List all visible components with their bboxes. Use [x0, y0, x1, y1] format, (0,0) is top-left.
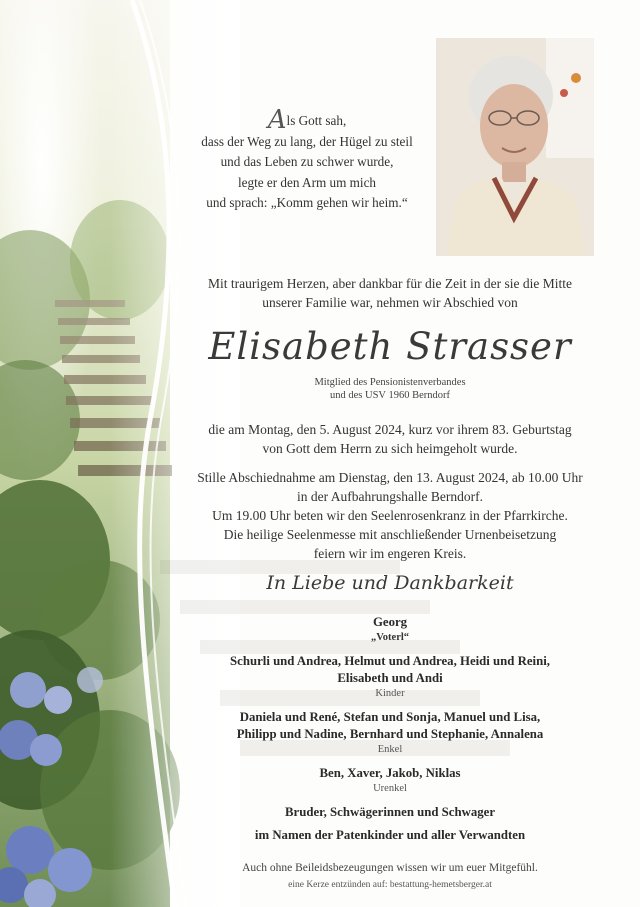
footer-candle-link[interactable]: eine Kerze entzünden auf: bestattung-hemetsberger.at: [288, 880, 492, 890]
death-notice: die am Montag, den 5. August 2024, kurz vor ihrem 83. Geburtstag von Gott dem Herrn zu sich heimgeholt wurde.: [208, 422, 572, 456]
poem-line: legte er den Arm um mich: [237, 174, 377, 190]
service-details: Stille Abschiednahme am Dienstag, den 13. August 2024, ab 10.00 Uhr in der Aufbahrungshalle Berndorf. Um 19.00 Uhr beten wir den Seelenrosenkranz in der Pfarrkirche. Die heilige Seelenmesse mit anschließender Urnenbeisetzung feiern wir im engeren Kreis.: [197, 470, 583, 561]
portrait-photo: [436, 38, 594, 256]
poem-line: dass der Weg zu lang, der Hügel zu steil: [201, 133, 413, 149]
mourner-group: Schurli und Andrea, Helmut und Andrea, Heidi und Reini, Elisabeth und Andi Kinder: [230, 654, 550, 699]
closing-phrase: In Liebe und Dankbarkeit: [266, 572, 514, 594]
mourner-group: Ben, Xaver, Jakob, Niklas Urenkel: [319, 766, 461, 794]
mourner-group: im Namen der Patenkinder und aller Verwandten: [254, 828, 526, 842]
poem-dropcap: A: [267, 105, 287, 135]
poem-line: und sprach: „Komm gehen wir heim.“: [206, 195, 408, 210]
mourner-group: Georg „Voterl“: [370, 615, 410, 643]
mourner-group: Bruder, Schwägerinnen und Schwager: [285, 805, 495, 819]
membership-note: Mitglied des Pensionistenverbandes und des USV 1960 Berndorf: [314, 377, 466, 401]
poem: [182, 105, 432, 214]
poem-first-line: ls Gott sah,: [286, 113, 347, 128]
footer-note: Auch ohne Beileidsbezeugungen wissen wir um euer Mitgefühl.: [242, 862, 538, 874]
mourner-group: Daniela und René, Stefan und Sonja, Manuel und Lisa, Philipp und Nadine, Bernhard und Stephanie, Annalena Enkel: [236, 710, 544, 755]
poem-line: und das Leben zu schwer wurde,: [220, 154, 394, 169]
deceased-name: Elisabeth Strasser: [208, 325, 572, 368]
mourners-list: [170, 614, 610, 853]
intro-text: Mit traurigem Herzen, aber dankbar für die Zeit in der sie die Mitte unserer Familie war, nehmen wir Abschied von: [208, 276, 572, 310]
